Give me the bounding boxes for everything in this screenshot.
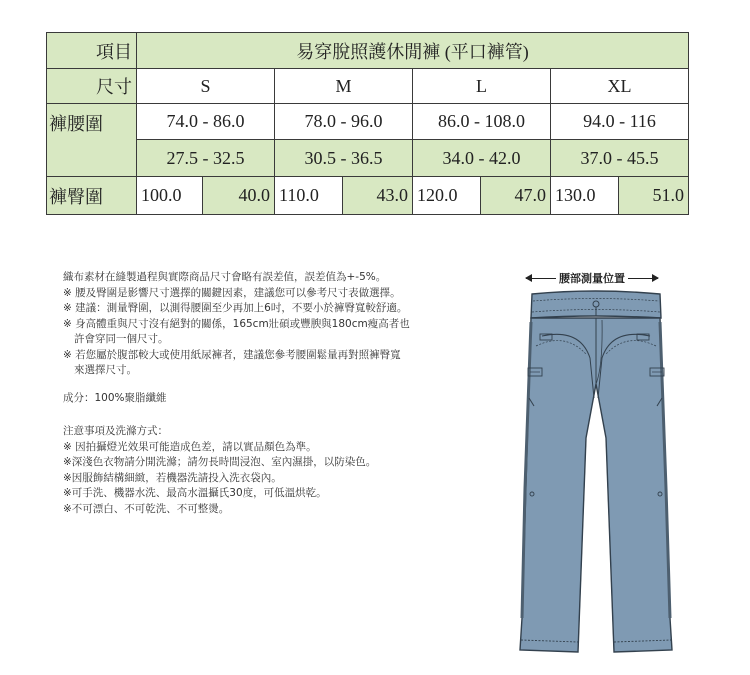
care-line: ※不可漂白、不可乾洗、不可整燙。 — [63, 502, 230, 515]
size-label: 尺寸 — [47, 69, 137, 104]
hip-l-b: 47.0 — [481, 177, 551, 215]
size-l: L — [413, 69, 551, 104]
waist2-l: 34.0 - 42.0 — [413, 140, 551, 177]
size-xl: XL — [551, 69, 689, 104]
hip-m-b: 43.0 — [343, 177, 413, 215]
care-line: ※ 因拍攝燈光效果可能造成色差，請以實品顏色為準。 — [63, 440, 317, 453]
waist-s: 74.0 - 86.0 — [137, 104, 275, 140]
waist-measure-label: 腰部測量位置 — [526, 270, 658, 286]
care-line: ※可手洗、機器水洗、最高水溫攝氏30度，可低溫烘乾。 — [63, 487, 327, 499]
size-table — [46, 32, 689, 215]
size-s: S — [137, 69, 275, 104]
hip-label: 褲臀圍 — [47, 177, 137, 215]
hip-s-b: 40.0 — [203, 177, 275, 215]
hip-m-a: 110.0 — [275, 177, 343, 215]
waist-l: 86.0 - 108.0 — [413, 104, 551, 140]
hip-l-a: 120.0 — [413, 177, 481, 215]
care-title: 注意事項及洗滌方式： — [63, 425, 168, 437]
care-line: ※深淺色衣物請分開洗滌；請勿長時間浸泡、室內濕掛，以防染色。 — [63, 456, 377, 468]
product-title: 易穿脫照護休閒褲 (平口褲管) — [137, 33, 689, 69]
hip-s-a: 100.0 — [137, 177, 203, 215]
arrow-left-icon — [526, 278, 556, 279]
fabric-composition: 成分：100%聚脂纖維 — [63, 391, 167, 404]
note-line: ※ 若您屬於腹部較大或使用紙尿褲者，建議您參考腰圍鬆量再對照褲臀寬 — [63, 348, 401, 361]
note-line: ※ 腰及臀圍是影響尺寸選擇的關鍵因素，建議您可以參考尺寸表做選擇。 — [63, 286, 401, 299]
waist2-m: 30.5 - 36.5 — [275, 140, 413, 177]
note-line: ※ 建議：測量臀圍，以測得腰圍至少再加上6吋，不要小於褲臀寬較舒適。 — [63, 302, 408, 314]
waist-m: 78.0 - 96.0 — [275, 104, 413, 140]
note-line: 許會穿同一個尺寸。 — [74, 333, 169, 345]
header-label: 項目 — [47, 33, 137, 69]
notes-block — [63, 270, 463, 517]
size-m: M — [275, 69, 413, 104]
note-line: 織布素材在縫製過程與實際商品尺寸會略有誤差值，誤差值為+-5%。 — [63, 271, 387, 283]
care-line: ※因服飾結構細緻，若機器洗請投入洗衣袋內。 — [63, 471, 282, 484]
hip-xl-b: 51.0 — [619, 177, 689, 215]
waist2-xl: 37.0 - 45.5 — [551, 140, 689, 177]
arrow-right-icon — [628, 278, 658, 279]
note-line: 來選擇尺寸。 — [74, 364, 137, 376]
waist2-s: 27.5 - 32.5 — [137, 140, 275, 177]
waist-label: 褲腰圍 — [47, 104, 137, 177]
waist-xl: 94.0 - 116 — [551, 104, 689, 140]
note-line: ※ 身高體重與尺寸沒有絕對的關係，165cm壯碩或豐腴與180cm瘦高者也 — [63, 317, 410, 330]
pants-illustration — [510, 288, 680, 660]
hip-xl-a: 130.0 — [551, 177, 619, 215]
